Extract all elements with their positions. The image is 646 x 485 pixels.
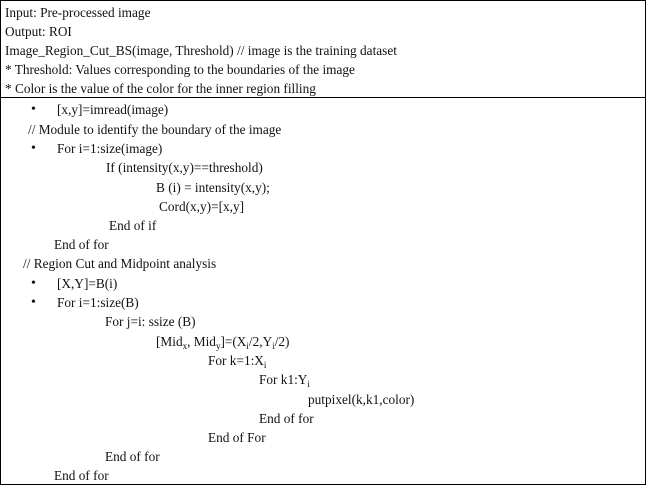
code-line-12: For j=i: ssize (B)	[105, 314, 196, 329]
code-line-11: • For i=1:size(B)	[57, 295, 139, 311]
color-note: * Color is the value of the color for the inner region filling	[5, 81, 316, 96]
algorithm-header	[1, 1, 645, 97]
code-line-16: putpixel(k,k1,color)	[308, 392, 415, 407]
code-line-18: End of For	[208, 430, 266, 445]
code-line-6: Cord(x,y)=[x,y]	[159, 199, 245, 214]
code-line-7: End of if	[109, 218, 157, 233]
code-line-10: • [X,Y]=B(i)	[57, 276, 117, 292]
code-line-13: [Mid$_x$, $Mid_y]=(X_i/2,Y_i/2)$	[156, 334, 290, 351]
header-divider	[1, 97, 645, 98]
signature-line: Image_Region_Cut_BS(image, Threshold) // image is the training dataset	[5, 43, 397, 58]
code-line-8: End of for	[54, 237, 109, 252]
code-line-3: • For i=1:size(image)	[57, 141, 162, 157]
code-line-4: If (intensity(x,y)==threshold)	[106, 160, 263, 175]
code-line-1: • [x,y]=imread(image)	[57, 102, 168, 118]
code-line-15: For $k1:Y_i$	[259, 372, 310, 389]
code-line-20: End of for	[54, 468, 109, 483]
threshold-note: * Threshold: Values corresponding to the boundaries of the image	[5, 62, 355, 77]
output-line: Output: ROI	[5, 24, 72, 39]
code-line-19: End of for	[105, 449, 160, 464]
code-line-9: // Region Cut and Midpoint analysis	[23, 256, 217, 271]
input-line: Input: Pre-processed image	[5, 5, 151, 20]
code-line-17: End of for	[259, 411, 314, 426]
code-line-14: For $k=1:X_i$	[208, 353, 267, 370]
code-line-2: // Module to identify the boundary of the image	[28, 122, 282, 137]
code-line-5: B (i) = intensity(x,y);	[156, 180, 270, 195]
